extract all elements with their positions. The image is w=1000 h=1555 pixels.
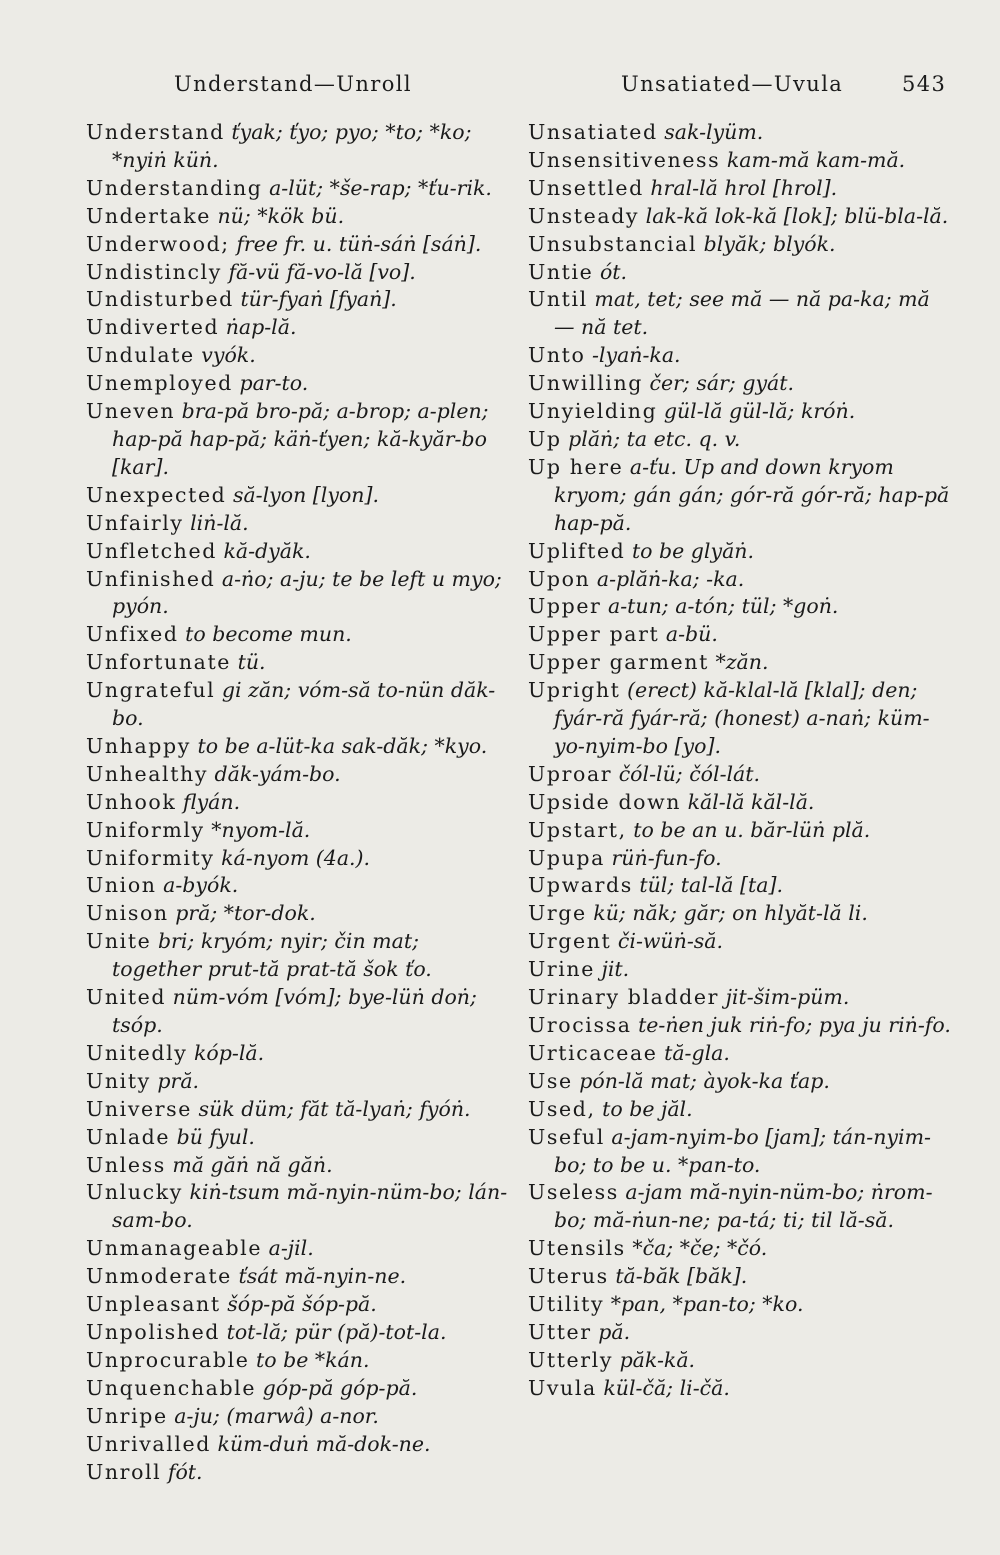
entry-headword: Unwilling xyxy=(528,371,643,396)
entry-definition: pră; *tor-dok. xyxy=(175,901,316,926)
entry-definition: par-to. xyxy=(239,371,309,396)
dictionary-entry xyxy=(528,1291,952,1319)
entry-definition: to be an u. băr-lüṅ plă. xyxy=(633,817,871,842)
entry-definition: a-plăṅ-ka; -ka. xyxy=(596,566,745,591)
dictionary-entry xyxy=(528,1012,952,1040)
entry-definition: *nyom-lă. xyxy=(211,817,311,842)
entry-headword: Unitedly xyxy=(86,1040,188,1065)
dictionary-entry xyxy=(528,259,952,287)
entry-headword: Unite xyxy=(86,929,152,954)
entry-headword: Undiverted xyxy=(86,315,220,340)
entry-definition: (erect) kă-klal-lă [klal]; den; fyár-ră fyár-ră; (honest) a-naṅ; küm-yo-nyim-bo [yo]. xyxy=(554,678,930,758)
entry-definition: a-ťu. Up and down kryom kryom; gán gán; gór-ră gór-ră; hap-pă hap-pă. xyxy=(554,454,950,535)
dictionary-entry xyxy=(86,789,510,817)
entry-definition: tü. xyxy=(237,650,266,675)
entry-headword: Utility xyxy=(528,1292,605,1317)
entry-definition: lak-kă lok-kă [lok]; blü-bla-lă. xyxy=(645,203,949,228)
entry-headword: Untie xyxy=(528,259,594,284)
entry-definition: vyók. xyxy=(201,343,256,368)
entry-definition: hral-lă hrol [hrol]. xyxy=(650,175,838,200)
entry-definition: či-wüṅ-să. xyxy=(617,929,724,954)
entry-definition: rüṅ-fun-fo. xyxy=(611,845,722,870)
entry-definition: nü; *kök bü. xyxy=(217,203,345,228)
dictionary-entry xyxy=(86,817,510,845)
entry-definition: a-jam mă-nyin-nüm-bo; ṅrom-bo; mă-ṅun-ne; pa-tá; ti; til lă-să. xyxy=(554,1180,933,1233)
dictionary-entry xyxy=(528,900,952,928)
dictionary-entry xyxy=(86,900,510,928)
dictionary-entry xyxy=(528,677,952,761)
entry-definition: a-jam-nyim-bo [jam]; tán-nyim-bo; to be u. *pan-to. xyxy=(554,1124,931,1177)
dictionary-entry xyxy=(528,147,952,175)
dictionary-entry xyxy=(86,259,510,287)
entry-definition: kă-dyăk. xyxy=(223,538,311,563)
entry-definition: gi zăn; vóm-să to-nün dăk-bo. xyxy=(112,678,496,731)
entry-definition: šóp-pă šóp-pă. xyxy=(227,1292,377,1317)
entry-definition: a-ṅo; a-ju; te be left u myo; pyón. xyxy=(112,566,502,619)
entry-headword: Upside down xyxy=(528,789,682,814)
dictionary-entry xyxy=(528,1068,952,1096)
entry-definition: góp-pă góp-pă. xyxy=(262,1375,418,1400)
dictionary-entry xyxy=(528,984,952,1012)
entry-definition: ṅap-lă. xyxy=(225,315,297,340)
dictionary-entry xyxy=(86,286,510,314)
entry-definition: pă. xyxy=(598,1319,631,1344)
entry-headword: Unyielding xyxy=(528,399,658,424)
dictionary-entry xyxy=(528,1319,952,1347)
entry-headword: Unsteady xyxy=(528,203,640,228)
dictionary-entry xyxy=(528,342,952,370)
entry-definition: a-lüt; *še-rap; *ťu-rik. xyxy=(269,175,492,200)
dictionary-entry xyxy=(86,566,510,622)
entry-definition: to become mun. xyxy=(185,622,352,647)
entry-definition: a-tun; a-tón; tül; *goṅ. xyxy=(608,594,839,619)
dictionary-entry xyxy=(86,175,510,203)
entry-headword: Unripe xyxy=(86,1403,168,1428)
entry-headword: Upon xyxy=(528,566,591,591)
entry-headword: Unfixed xyxy=(86,622,179,647)
dictionary-entry xyxy=(86,1375,510,1403)
dictionary-entry xyxy=(528,789,952,817)
entry-headword: Unsatiated xyxy=(528,120,658,144)
dictionary-entry xyxy=(528,454,952,538)
entry-headword: Utterly xyxy=(528,1347,614,1372)
entry-definition: ťyak; ťyo; pyo; *to; *ko; *nyiṅ küṅ. xyxy=(112,120,472,172)
dictionary-entry xyxy=(86,314,510,342)
entry-definition: *ča; *če; *čó. xyxy=(632,1236,768,1261)
page-number: 543 xyxy=(902,72,947,96)
dictionary-entry xyxy=(86,203,510,231)
entry-headword: Unfinished xyxy=(86,566,216,591)
entry-definition: plăṅ; ta etc. q. v. xyxy=(568,426,741,451)
entry-headword: Uniformly xyxy=(86,817,205,842)
entry-definition: jit. xyxy=(601,957,630,982)
entry-headword: Unexpected xyxy=(86,482,227,507)
entry-headword: Uproar xyxy=(528,761,613,786)
dictionary-entry xyxy=(86,1347,510,1375)
entry-definition: *zăn. xyxy=(715,650,769,675)
dictionary-entry xyxy=(86,1291,510,1319)
entry-definition: ót. xyxy=(599,259,628,284)
entry-headword: Unrivalled xyxy=(86,1431,212,1456)
running-head-right: Unsatiated—Uvula xyxy=(621,72,844,96)
dictionary-entry xyxy=(86,1235,510,1263)
entry-headword: Upper garment xyxy=(528,650,709,675)
entry-definition: a-ju; (marwâ) a-nor. xyxy=(174,1403,379,1428)
entry-definition: to be a-lüt-ka sak-dăk; *kyo. xyxy=(197,733,488,758)
entry-definition: bü fyul. xyxy=(176,1124,255,1149)
entry-definition: mă găṅ nă găṅ. xyxy=(172,1152,333,1177)
entry-headword: Unlucky xyxy=(86,1180,183,1205)
dictionary-entry xyxy=(86,845,510,873)
dictionary-entry xyxy=(528,1040,952,1068)
entry-headword: Undulate xyxy=(86,343,195,368)
entry-definition: tă-băk [băk]. xyxy=(615,1264,748,1289)
dictionary-entry xyxy=(86,733,510,761)
entry-headword: Unsensitiveness xyxy=(528,147,721,172)
dictionary-entry xyxy=(86,1179,510,1235)
entry-headword: Urticaceae xyxy=(528,1040,658,1065)
dictionary-entry xyxy=(86,928,510,984)
entry-headword: Undisturbed xyxy=(86,287,234,312)
entry-headword: Unsubstancial xyxy=(528,231,698,256)
entry-definition: fót. xyxy=(167,1459,203,1484)
entry-headword: Underwood; xyxy=(86,231,230,256)
right-column xyxy=(528,119,952,1403)
entry-definition: te-ṅen juk riṅ-fo; pya ju riṅ-fo. xyxy=(638,1013,951,1037)
entry-definition: *pan, *pan-to; *ko. xyxy=(610,1292,804,1317)
dictionary-entry xyxy=(86,231,510,259)
entry-headword: Unlade xyxy=(86,1124,171,1149)
entry-headword: Uvula xyxy=(528,1375,597,1400)
dictionary-entry xyxy=(528,370,952,398)
dictionary-entry xyxy=(528,845,952,873)
dictionary-entry xyxy=(86,482,510,510)
entry-definition: ťsát mă-nyin-ne. xyxy=(238,1264,407,1289)
entry-headword: Unhealthy xyxy=(86,761,209,786)
entry-definition: to be glyăṅ. xyxy=(631,538,755,563)
dictionary-entry xyxy=(528,1375,952,1403)
dictionary-entry xyxy=(528,817,952,845)
dictionary-entry xyxy=(86,370,510,398)
dictionary-entry xyxy=(86,1403,510,1431)
entry-definition: fă-vü fă-vo-lă [vo]. xyxy=(228,259,416,284)
entry-headword: Urgent xyxy=(528,929,612,954)
entry-headword: Unity xyxy=(86,1068,151,1093)
dictionary-entry xyxy=(528,566,952,594)
dictionary-entry xyxy=(86,1319,510,1347)
entry-definition: păk-kă. xyxy=(619,1347,696,1372)
dictionary-entry xyxy=(86,119,510,175)
dictionary-entry xyxy=(528,175,952,203)
entry-headword: Unsettled xyxy=(528,175,644,200)
entry-headword: Unprocurable xyxy=(86,1347,250,1372)
dictionary-entry xyxy=(528,231,952,259)
entry-headword: Undistincly xyxy=(86,259,222,284)
entry-definition: bri; kryóm; nyir; čin mat; together prut-tă prat-tă šok ťo. xyxy=(112,929,432,982)
entry-definition: sük düm; făt tă-lyaṅ; fyóṅ. xyxy=(198,1096,471,1121)
entry-definition: dăk-yám-bo. xyxy=(214,761,341,786)
entry-headword: Unfairly xyxy=(86,510,184,535)
entry-headword: Unquenchable xyxy=(86,1375,257,1400)
dictionary-entry xyxy=(86,1124,510,1152)
dictionary-entry xyxy=(528,1179,952,1235)
entry-definition: a-byók. xyxy=(163,873,239,898)
entry-definition: čól-lü; čól-lát. xyxy=(618,761,761,786)
dictionary-entry xyxy=(528,1096,952,1124)
entry-definition: a-jil. xyxy=(268,1236,314,1261)
dictionary-entry xyxy=(528,761,952,789)
dictionary-entry xyxy=(86,649,510,677)
entry-definition: tot-lă; pür (pă)-tot-la. xyxy=(226,1319,447,1344)
dictionary-entry xyxy=(86,677,510,733)
entry-headword: Undertake xyxy=(86,203,211,228)
dictionary-entry xyxy=(86,1096,510,1124)
entry-headword: Unfortunate xyxy=(86,650,232,675)
dictionary-entry xyxy=(528,1235,952,1263)
dictionary-entry xyxy=(528,621,952,649)
dictionary-entry xyxy=(528,956,952,984)
entry-headword: Urge xyxy=(528,901,587,926)
entry-definition: mat, tet; see mă — nă pa-ka; mă — nă tet. xyxy=(554,287,930,340)
dictionary-entry xyxy=(86,510,510,538)
entry-headword: Unpolished xyxy=(86,1319,221,1344)
dictionary-entry xyxy=(86,1068,510,1096)
running-head-left: Understand—Unroll xyxy=(174,72,412,96)
entry-headword: Union xyxy=(86,873,157,898)
dictionary-entry xyxy=(528,286,952,342)
dictionary-entry xyxy=(86,342,510,370)
entry-definition: tür-fyaṅ [fyaṅ]. xyxy=(240,287,397,312)
dictionary-entry xyxy=(86,621,510,649)
entry-headword: Uniformity xyxy=(86,845,215,870)
dictionary-entry xyxy=(528,1263,952,1291)
entry-definition: pón-lă mat; àyok-ka ťap. xyxy=(579,1068,830,1093)
entry-definition: kóp-lă. xyxy=(194,1040,265,1065)
entry-headword: Until xyxy=(528,287,588,312)
entry-definition: free fr. u. tüṅ-sáṅ [sáṅ]. xyxy=(236,231,482,256)
entry-headword: Uneven xyxy=(86,399,176,424)
entry-definition: nüm-vóm [vóm]; bye-lüṅ doṅ; tsóp. xyxy=(112,985,477,1037)
entry-headword: Useful xyxy=(528,1124,605,1149)
dictionary-entry xyxy=(528,119,952,147)
entry-headword: Understanding xyxy=(86,175,263,200)
entry-definition: küm-duṅ mă-dok-ne. xyxy=(217,1431,431,1456)
entry-definition: čer; sár; gyát. xyxy=(649,371,794,396)
entry-headword: Up xyxy=(528,426,562,451)
entry-headword: Uterus xyxy=(528,1264,609,1289)
entry-headword: Utensils xyxy=(528,1236,626,1261)
dictionary-entry xyxy=(528,538,952,566)
dictionary-entry xyxy=(86,1152,510,1180)
entry-headword: Urine xyxy=(528,957,595,982)
dictionary-entry xyxy=(86,398,510,482)
entry-headword: Unhappy xyxy=(86,733,191,758)
entry-headword: Unroll xyxy=(86,1459,162,1484)
entry-headword: Upper xyxy=(528,594,602,619)
entry-headword: Unemployed xyxy=(86,371,233,396)
dictionary-entry xyxy=(528,398,952,426)
entry-headword: Upupa xyxy=(528,845,605,870)
entry-headword: Upright xyxy=(528,678,621,703)
entry-definition: blyăk; blyók. xyxy=(703,231,836,256)
entry-headword: Useless xyxy=(528,1180,619,1205)
dictionary-entry xyxy=(528,1124,952,1180)
entry-headword: Urocissa xyxy=(528,1013,632,1037)
entry-definition: ká-nyom (4a.). xyxy=(221,845,371,870)
entry-headword: Up here xyxy=(528,454,624,479)
entry-headword: Understand xyxy=(86,120,225,144)
entry-headword: United xyxy=(86,985,167,1010)
entry-definition: gül-lă gül-lă; króṅ. xyxy=(663,399,856,424)
entry-headword: Utter xyxy=(528,1319,592,1344)
entry-definition: kiṅ-tsum mă-nyin-nüm-bo; lán-sam-bo. xyxy=(112,1180,508,1233)
dictionary-entry xyxy=(86,1040,510,1068)
entry-definition: kül-čă; li-čă. xyxy=(603,1375,730,1400)
entry-definition: to be jăl. xyxy=(602,1096,693,1121)
entry-headword: Unfletched xyxy=(86,538,217,563)
entry-definition: bra-pă bro-pă; a-brop; a-plen; hap-pă hap-pă; käṅ-ťyen; kă-kyăr-bo [kar]. xyxy=(112,399,489,479)
entry-definition: tül; tal-lă [ta]. xyxy=(639,873,783,898)
entry-definition: jit-šim-püm. xyxy=(725,985,850,1010)
entry-headword: Unless xyxy=(86,1152,166,1177)
dictionary-entry xyxy=(528,426,952,454)
entry-headword: Unhook xyxy=(86,789,177,814)
entry-definition: pră. xyxy=(157,1068,200,1093)
entry-definition: kăl-lă kăl-lă. xyxy=(687,789,815,814)
entry-headword: Uplifted xyxy=(528,538,626,563)
entry-headword: Unmoderate xyxy=(86,1264,232,1289)
entry-definition: -lyaṅ-ka. xyxy=(592,343,681,368)
entry-definition: liṅ-lă. xyxy=(190,510,249,535)
entry-definition: a-bü. xyxy=(665,622,718,647)
dictionary-entry xyxy=(86,984,510,1040)
entry-definition: flyán. xyxy=(182,789,241,814)
entry-definition: să-lyon [lyon]. xyxy=(232,482,379,507)
entry-definition: to be *kán. xyxy=(256,1347,370,1372)
entry-definition: tă-gla. xyxy=(664,1040,730,1065)
dictionary-entry xyxy=(86,1459,510,1487)
entry-headword: Universe xyxy=(86,1096,193,1121)
entry-definition: kü; năk; găr; on hlyăt-lă li. xyxy=(593,901,868,926)
entry-definition: sak-lyüm. xyxy=(664,120,764,144)
entry-headword: Upwards xyxy=(528,873,633,898)
entry-headword: Used, xyxy=(528,1096,596,1121)
dictionary-entry xyxy=(86,1431,510,1459)
entry-headword: Unto xyxy=(528,343,586,368)
entry-definition: kam-mă kam-mă. xyxy=(726,147,906,172)
dictionary-entry xyxy=(86,538,510,566)
entry-headword: Use xyxy=(528,1068,573,1093)
entry-headword: Upper part xyxy=(528,622,660,647)
entry-headword: Unison xyxy=(86,901,169,926)
dictionary-entry xyxy=(528,593,952,621)
dictionary-entry xyxy=(528,649,952,677)
entry-headword: Ungrateful xyxy=(86,678,216,703)
dictionary-entry xyxy=(86,761,510,789)
entry-headword: Unmanageable xyxy=(86,1236,263,1261)
dictionary-entry xyxy=(528,1347,952,1375)
dictionary-entry xyxy=(528,203,952,231)
left-column xyxy=(86,119,510,1486)
dictionary-entry xyxy=(528,872,952,900)
entry-headword: Unpleasant xyxy=(86,1292,221,1317)
dictionary-entry xyxy=(86,872,510,900)
dictionary-entry xyxy=(86,1263,510,1291)
entry-headword: Urinary bladder xyxy=(528,985,720,1010)
dictionary-entry xyxy=(528,928,952,956)
entry-headword: Upstart, xyxy=(528,817,627,842)
